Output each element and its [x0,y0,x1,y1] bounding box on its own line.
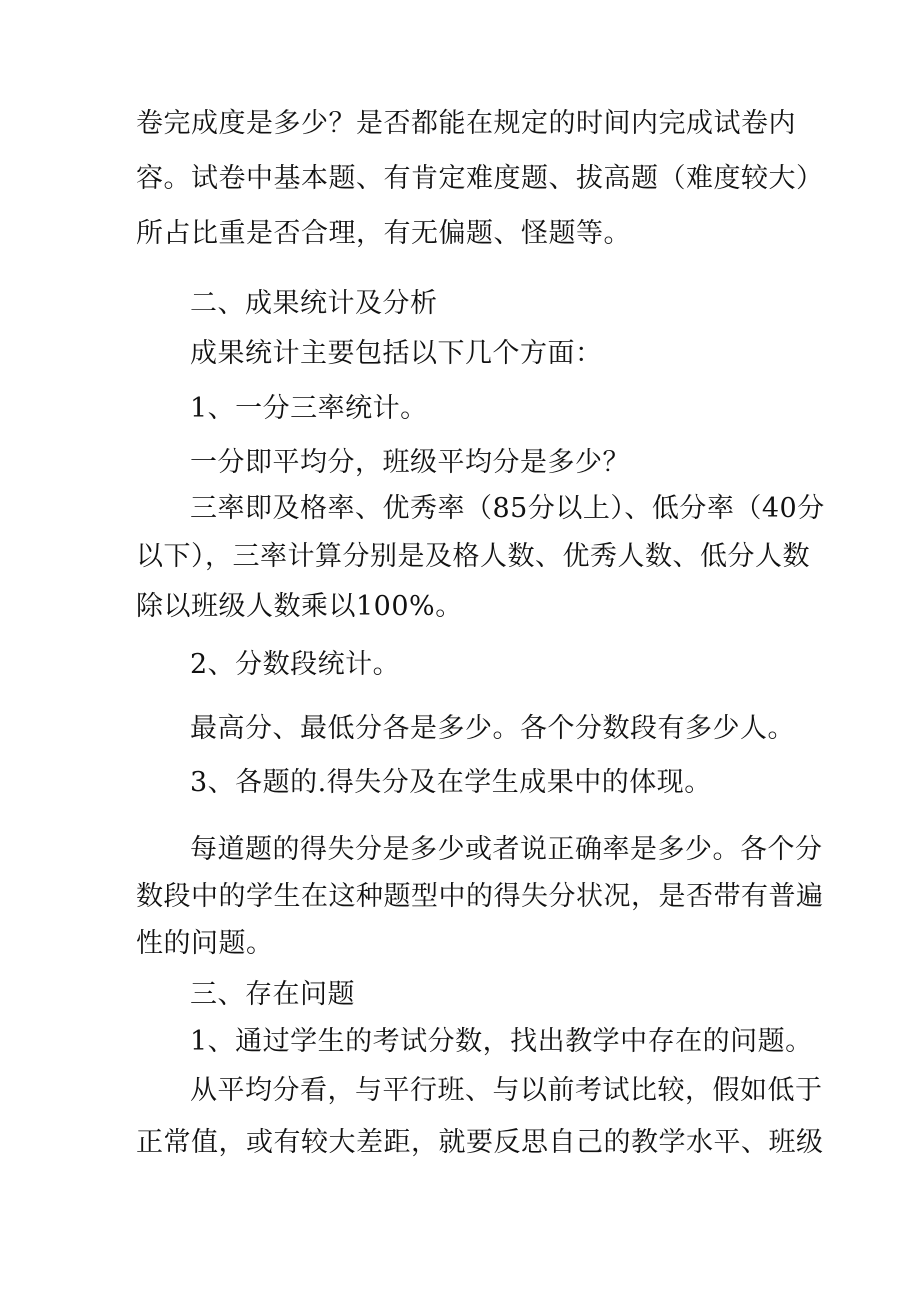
paragraph-line: 卷完成度是多少？是否都能在规定的时间内完成试卷内 [136,108,796,139]
subsection-heading: 1、通过学生的考试分数，找出教学中存在的问题。 [190,1026,813,1057]
subsection-heading: 2、分数段统计。 [190,649,401,680]
paragraph-line: 每道题的得失分是多少或者说正确率是多少。各个分 [190,834,823,865]
paragraph-line: 以下），三率计算分别是及格人数、优秀人数、低分人数 [136,541,810,572]
section-heading: 三、存在问题 [190,979,355,1010]
paragraph-line: 成果统计主要包括以下几个方面： [190,338,603,369]
section-heading: 二、成果统计及分析 [190,288,438,319]
paragraph-line: 数段中的学生在这种题型中的得失分状况，是否带有普遍 [136,881,824,912]
subsection-heading: 3、各题的.得失分及在学生成果中的体现。 [190,767,712,798]
paragraph-line: 所占比重是否合理，有无偏题、怪题等。 [136,218,631,249]
paragraph-line: 三率即及格率、优秀率（85分以上）、低分率（40分 [190,493,825,524]
paragraph-line: 正常值，或有较大差距，就要反思自己的教学水平、班级 [136,1127,824,1158]
paragraph-line: 除以班级人数乘以100%。 [136,591,463,622]
paragraph-line: 最高分、最低分各是多少。各个分数段有多少人。 [190,713,795,744]
paragraph-line: 一分即平均分，班级平均分是多少？ [190,447,630,478]
paragraph-line: 性的问题。 [136,928,274,959]
subsection-heading: 1、一分三率统计。 [190,393,428,424]
paragraph-line: 容。试卷中基本题、有肯定难度题、拔高题（难度较大） [136,163,824,194]
paragraph-line: 从平均分看，与平行班、与以前考试比较，假如低于 [190,1075,823,1106]
